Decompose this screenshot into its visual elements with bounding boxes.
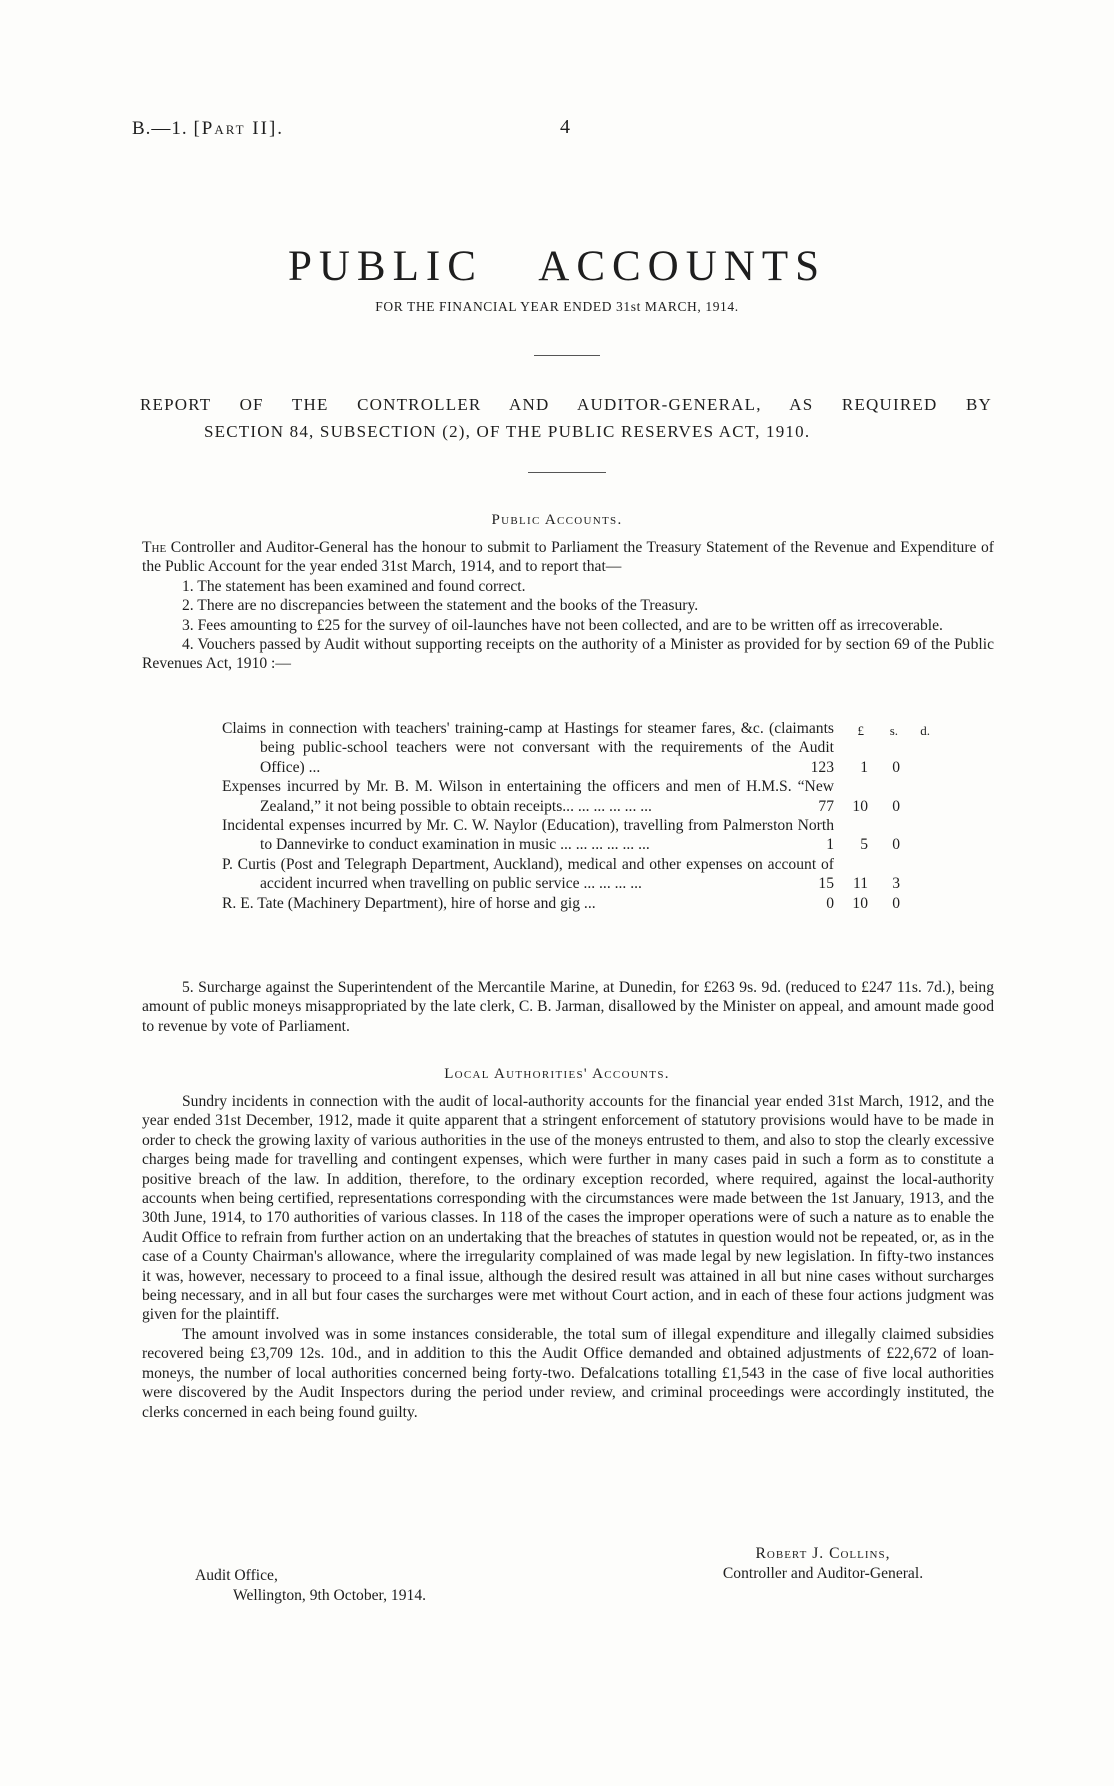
- report-heading-line-2: SECTION 84, SUBSECTION (2), OF THE PUBLIC RESERVES ACT, 1910.: [204, 422, 811, 441]
- section-heading-local-authorities: Local Authorities' Accounts.: [444, 1066, 670, 1082]
- intro-text: Controller and Auditor-General has the honour to submit to Parliament the Treasury Statement of the Revenue and Expenditure of the Public Account for the year ended 31st March, 1914, and to report that—: [142, 539, 995, 576]
- voucher-amount: [790, 894, 900, 913]
- local-authorities-paragraph-2: The amount involved was in some instances considerable, the total sum of illegal expenditure and illegally claimed subsidies recovered being £3,709 12s. 10d., and in addition to this the Audit Office demanded and obtained adjustments of £22,672 of loan-moneys, the number of local authorities concerned being forty-two. Defalcations totalling £1,543 in the case of five local authorities were discovered by the Audit Inspectors during the period under review, and criminal proceedings were accordingly instituted, the clerks concerned in each being found guilty.: [142, 1325, 994, 1421]
- place-and-date: Wellington, 9th October, 1914.: [233, 1587, 427, 1604]
- signatory-name: Robert J. Collins,: [755, 1545, 891, 1562]
- section-heading-public-accounts: Public Accounts.: [491, 512, 623, 528]
- issuing-office-block: [195, 1566, 426, 1606]
- voucher-description: Claims in connection with teachers' training-camp at Hastings for steamer fares, &c. (claimants being public-school teachers were not conversant with the requirements of the Audit Office) ...: [222, 720, 834, 776]
- voucher-item: [222, 719, 922, 777]
- amount-shillings: 10: [852, 894, 868, 912]
- report-item-4: 4. Vouchers passed by Audit without supporting receipts on the authority of a Minister as provided for by section 69 of the Public Revenues Act, 1910 :—: [142, 636, 994, 673]
- report-item-1: 1. The statement has been examined and found correct.: [182, 577, 526, 595]
- voucher-amount: [790, 874, 900, 893]
- intro-lead: The: [142, 539, 167, 556]
- amount-pounds: 77: [818, 797, 834, 815]
- shillings-header: s.: [889, 723, 898, 738]
- document-subtitle: FOR THE FINANCIAL YEAR ENDED 31st MARCH, 1914.: [375, 299, 739, 314]
- item-5-block: [142, 978, 994, 1036]
- signature-block: [688, 1544, 958, 1584]
- amount-pence: 0: [892, 894, 900, 912]
- voucher-description: Expenses incurred by Mr. B. M. Wilson in entertaining the officers and men of H.M.S. “New Zealand,” it not being possible to obtain receipts... ... ... ... ... ...: [222, 778, 834, 815]
- amount-pounds: 0: [826, 894, 834, 912]
- voucher-description: P. Curtis (Post and Telegraph Department, Auckland), medical and other expenses on account of accident incurred when travelling on public service ... ... ... ...: [222, 855, 834, 893]
- amount-pounds: 1: [826, 836, 834, 854]
- amount-pence: 0: [892, 836, 900, 854]
- report-item-3: 3. Fees amounting to £25 for the survey of oil-launches have not been collected, and are to be written off as irrecoverable.: [182, 616, 943, 634]
- report-heading: [140, 391, 992, 445]
- amount-shillings: 5: [860, 836, 868, 854]
- voucher-description: Incidental expenses incurred by Mr. C. W. Naylor (Education), travelling from Palmerston North to Dannevirke to conduct examination in music ... ... ... ... ... ...: [222, 817, 834, 854]
- amount-pounds: 123: [810, 758, 834, 776]
- amount-shillings: 10: [852, 797, 868, 815]
- intro-paragraph: [142, 538, 994, 577]
- amount-pence: 0: [892, 758, 900, 776]
- signatory-title: Controller and Auditor-General.: [722, 1565, 924, 1582]
- amount-pence: 3: [892, 875, 900, 893]
- reference-part: [Part II].: [193, 118, 285, 139]
- voucher-amount: [790, 797, 900, 816]
- public-accounts-body: [142, 538, 994, 674]
- document-title: PUBLIC ACCOUNTS: [287, 243, 827, 290]
- pence-header: d.: [920, 723, 930, 738]
- local-authorities-paragraph-1: Sundry incidents in connection with the audit of local-authority accounts for the financial year ended 31st March, 1912, and the year ended 31st December, 1912, made it quite apparent that a stringent enforcement of statutory provisions would have to be made in order to check the growing laxity of various authorities in the use of the moneys entrusted to them, and also to stop the clearly excessive charges being made for travelling and contingent expenses, which were further in many cases paid in such a form as to constitute a positive breach of the law. In addition, therefore, to the ordinary exception recorded, where required, against the local-authority accounts when being certified, representations corresponding with the circumstances were made between the 1st January, 1913, and the 30th June, 1914, to 170 authorities of various classes. In 118 of the cases the improper operations were of such a nature as to enable the Audit Office to refrain from further action on an undertaking that the breaches of statutes in question would not be repeated, or, as in the case of a County Chairman's allowance, where the irregularity complained of was made legal by new legislation. In fifty-two instances it was, however, necessary to proceed to a final issue, although the desired result was attained in all but nine cases without surcharges being necessary, and in all but four cases the surcharges were met without Court action, and in each of these four actions judgment was given for the plaintiff.: [142, 1093, 994, 1324]
- voucher-item: [222, 894, 922, 913]
- document-reference: [132, 118, 284, 140]
- amount-pence: 0: [892, 797, 900, 815]
- report-item-2: 2. There are no discrepancies between the statement and the books of the Treasury.: [182, 597, 699, 615]
- amount-pounds: 15: [818, 875, 834, 893]
- voucher-amount: [790, 835, 900, 854]
- voucher-item: [222, 777, 922, 816]
- vouchers-list: [222, 719, 930, 913]
- divider-rule: [534, 355, 600, 356]
- voucher-description: R. E. Tate (Machinery Department), hire of horse and gig ...: [222, 894, 596, 912]
- divider-rule: [528, 472, 606, 473]
- reference-prefix: B.—1.: [132, 118, 188, 139]
- voucher-item: [222, 816, 922, 855]
- voucher-item: [222, 855, 922, 894]
- report-item-5: 5. Surcharge against the Superintendent of the Mercantile Marine, at Dunedin, for £263 9s. 9d. (reduced to £247 11s. 7d.), being amount of public moneys misappropriated by the late clerk, C. B. Jarman, disallowed by the Minister on appeal, and amount made good to revenue by vote of Parliament.: [142, 979, 994, 1035]
- amount-shillings: 11: [852, 875, 868, 893]
- issuing-office: Audit Office,: [195, 1567, 278, 1584]
- voucher-amount: [790, 758, 900, 777]
- pounds-header: £: [857, 723, 864, 738]
- local-authorities-body: [142, 1092, 994, 1422]
- amount-shillings: 1: [860, 758, 868, 776]
- page-number: 4: [560, 116, 570, 138]
- report-heading-line-1: REPORT OF THE CONTROLLER AND AUDITOR-GENERAL, AS REQUIRED BY: [140, 395, 992, 414]
